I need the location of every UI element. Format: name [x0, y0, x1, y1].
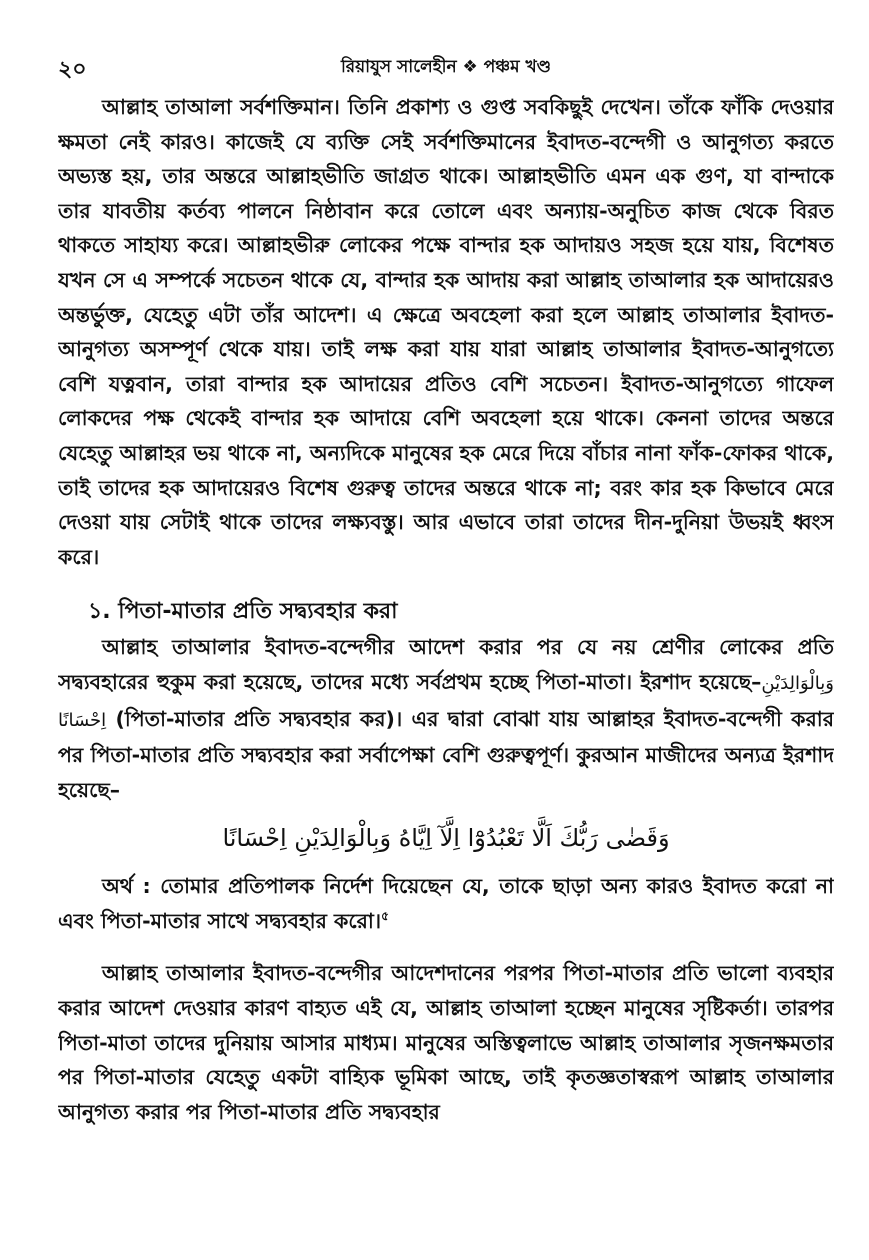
- paragraph-spacer: [58, 574, 834, 594]
- meaning-text: তোমার প্রতিপালক নির্দেশ দিয়েছেন যে, তাকে ছাড়া অন্য কারও ইবাদত করো না এবং পিতা-মাতার সাথে সদ্ব্যবহার করো।: [58, 874, 834, 933]
- running-header: [58, 40, 834, 90]
- section-heading: ১. পিতা-মাতার প্রতি সদ্ব্যবহার করা: [88, 599, 398, 625]
- quran-verse: وَقَضٰى رَبُّكَ اَلَّا تَعْبُدُوْٓا اِلَّآ اِيَّاهُ وَبِالْوَالِدَيْنِ اِحْسَانًا: [222, 824, 670, 853]
- paragraph-spacer: [58, 938, 834, 956]
- page-number: ২০: [58, 57, 87, 82]
- paragraph-2: [58, 630, 834, 807]
- paragraph-3: আল্লাহ তাআলার ইবাদত-বন্দেগীর আদেশদানের পরপর পিতা-মাতার প্রতি ভালো ব্যবহার করার আদেশ দেওয়ার কারণ বাহ্যত এই যে, আল্লাহ তাআলা হচ্ছেন মানুষের সৃষ্টিকর্তা। তারপর পিতা-মাতা তাদের দুনিয়ায় আসার মাধ্যম। মানুষের অস্তিত্বলাভে আল্লাহ তাআলার সৃজনক্ষমতার পর পিতা-মাতার যেহেতু একটা বাহ্যিক ভূমিকা আছে, তাই কৃতজ্ঞতাস্বরূপ আল্লাহ তাআলার আনুগত্য করার পর পিতা-মাতার প্রতি সদ্ব্যবহার: [58, 961, 834, 1124]
- book-page: [58, 40, 834, 1250]
- book-title: রিয়াযুস সালেহীন ❖ পঞ্চম খণ্ড: [340, 57, 552, 77]
- paragraph-1: আল্লাহ তাআলা সর্বশক্তিমান। তিনি প্রকাশ্য ও গুপ্ত সবকিছুই দেখেন। তাঁকে ফাঁকি দেওয়ার ক্ষমতা নেই কারও। কাজেই যে ব্যক্তি সেই সর্বশক্তিমানের ইবাদত-বন্দেগী ও আনুগত্য করতে অভ্যস্ত হয়, তার অন্তরে আল্লাহভীতি জাগ্রত থাকে। আল্লাহভীতি এমন এক গুণ, যা বান্দাকে তার যাবতীয় কর্তব্য পালনে নিষ্ঠাবান করে তোলে এবং অন্যায়-অনুচিত কাজ থেকে বিরত থাকতে সাহায্য করে। আল্লাহভীরু লোকের পক্ষে বান্দার হক আদায়ও সহজ হয়ে যায়, বিশেষত যখন সে এ সম্পর্কে সচেতন থাকে যে, বান্দার হক আদায় করা আল্লাহ তাআলার হক আদায়েরও অন্তর্ভুক্ত, যেহেতু এটা তাঁর আদেশ। এ ক্ষেত্রে অবহেলা করা হলে আল্লাহ তাআলার ইবাদত-আনুগত্য অসম্পূর্ণ থেকে যায়। তাই লক্ষ করা যায় যারা আল্লাহ তাআলার ইবাদত-আনুগত্যে বেশি যত্নবান, তারা বান্দার হক আদায়ের প্রতিও বেশি সচেতন। ইবাদত-আনুগত্যে গাফেল লোকদের পক্ষ থেকেই বান্দার হক আদায়ে বেশি অবহেলা হয়ে থাকে। কেননা তাদের অন্তরে যেহেতু আল্লাহর ভয় থাকে না, অন্যদিকে মানুষের হক মেরে দিয়ে বাঁচার নানা ফাঁক-ফোকর থাকে, তাই তাদের হক আদায়েরও বিশেষ গুরুত্ব তাদের অন্তরে থাকে না; বরং কার হক কিভাবে মেরে দেওয়া যায় সেটাই থাকে তাদের লক্ষ্যবস্তু। আর এভাবে তারা তাদের দীন-দুনিয়া উভয়ই ধ্বংস করে।: [58, 95, 834, 569]
- verse-meaning: [58, 869, 834, 938]
- inline-arabic-quote: وَبِالْوَالِدَيْنِ اِحْسَانًا: [58, 672, 834, 731]
- paragraph-2-text-a: আল্লাহ তাআলার ইবাদত-বন্দেগীর আদেশ করার পর যে নয় শ্রেণীর লোকের প্রতি সদ্ব্যবহারের হুকুম করা হয়েছে, তাদের মধ্যে সর্বপ্রথম হচ্ছে পিতা-মাতা। ইরশাদ হয়েছে–: [58, 635, 834, 694]
- footnote-reference[interactable]: ৫: [381, 909, 389, 924]
- paragraph-2-text-b: (পিতা-মাতার প্রতি সদ্ব্যবহার কর)। এর দ্বারা বোঝা যায় আল্লাহর ইবাদত-বন্দেগী করার পর পিতা-মাতার প্রতি সদ্ব্যবহার করা সর্বাপেক্ষা বেশি গুরুত্বপূর্ণ। কুরআন মাজীদের অন্যত্র ইরশাদ হয়েছে–: [58, 706, 834, 802]
- meaning-label: অর্থ :: [102, 874, 151, 899]
